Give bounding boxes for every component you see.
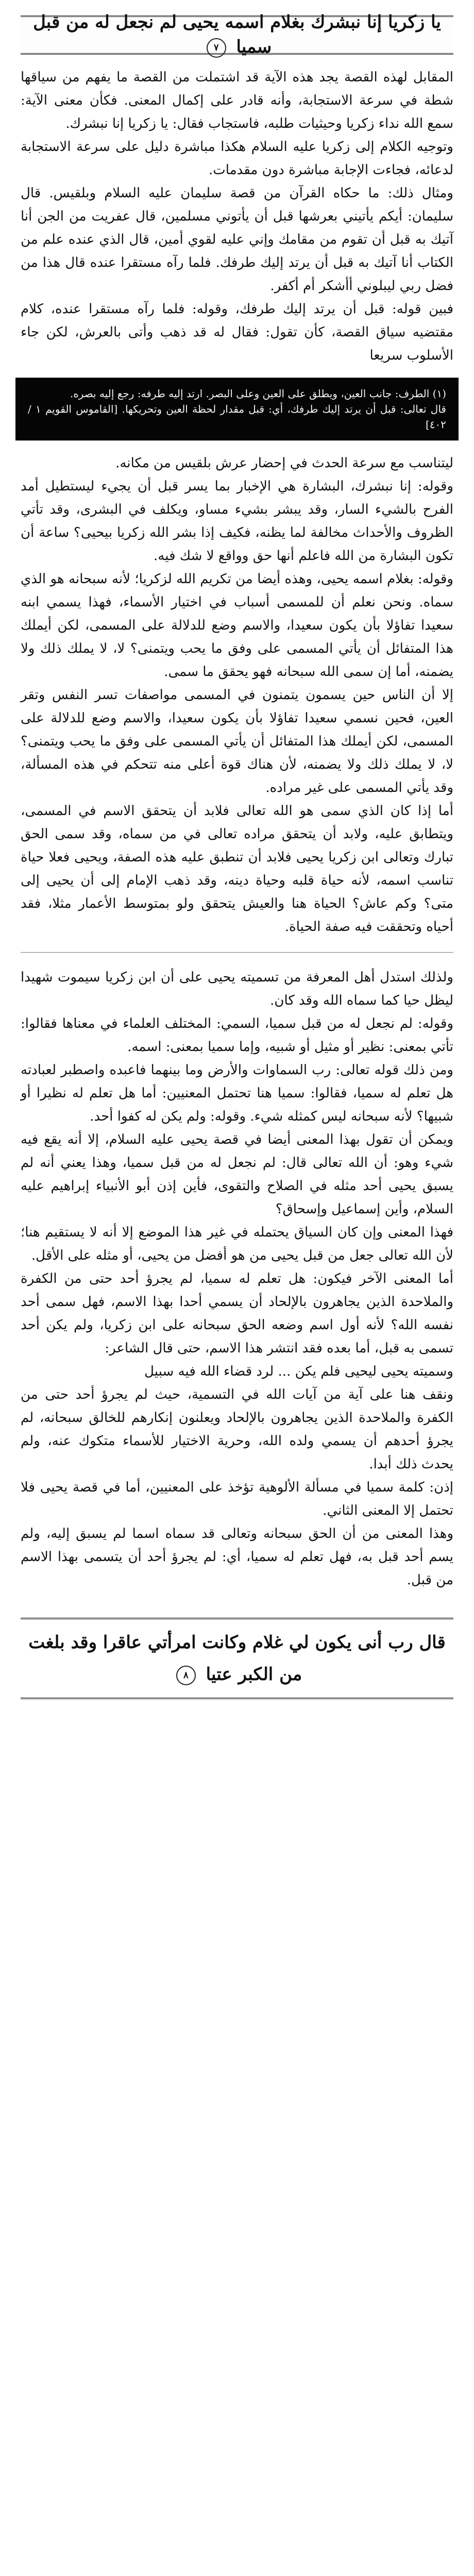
commentary-section-3 (0, 966, 474, 1592)
paragraph: ويمكن أن تقول بهذا المعنى أيضا في قصة يحيى عليه السلام، إلا أنه يقع فيه شيء وهو: أن الله تعالى قال: لم نجعل له من قبل سميا، وهذا يعني أنه لم يسبق يحيى أحد مثله في الصلاح والتقوى، فأين إذن أبو الأنبياء إبراهيم عليه السلام، وأين إسماعيل وإسحاق؟ (21, 1132, 453, 1217)
verse-number-badge: ٧ (207, 38, 226, 58)
paragraph: ومثال ذلك: ما حكاه القرآن من قصة سليمان عليه السلام وبلقيس. قال سليمان: أيكم يأتيني بعرشها قبل أن يأتوني مسلمين، قال عفريت من الجن أنا آتيك به قبل أن تقوم من مقامك وإني عليه لقوي أمين، قال الذي عنده علم من الكتاب أنا آتيك به قبل أن يرتد إليك طرفك. فلما رآه مستقرا عنده قال هذا من فضل ربي ليبلوني أأشكر أم أكفر. (21, 185, 453, 294)
paragraph: وقوله: إنا نبشرك، البشارة هي الإخبار بما يسر قبل أن يجيء ليستطيل أمد الفرح بالشيء السار، وقد يبشر بشيء مساو، ويكلف في البشرى، وقد تأتي الظروف والأحداث مخالفة لما يظنه، فكيف إذا بشر الله زكريا بيحيى؟ ساعة أن تكون البشارة من الله فاعلم أنها حق وواقع لا شك فيه. (21, 479, 454, 564)
verse-header-text (21, 10, 453, 59)
footnote-box (15, 378, 459, 440)
footnote-line: قال تعالى: قبل أن يرتد إليك طرفك، أي: قبل مقدار لحظة العين وتحريكها. [القاموس القويم ١ / ٤٠٢] (28, 403, 446, 431)
paragraph: أما المعنى الآخر فيكون: هل تعلم له سميا، لم يجرؤ أحد حتى من الكفرة والملاحدة الذين يجاهرون بالإلحاد أن يسمي أحدا بهذا الاسم، فهل سمى أحد نفسه الله؟ لأنه أول اسم وضعه الحق سبحانه على ابن زكريا، ولم يكن أحد تسمى به قبل، أما بعده فقد انتشر هذا الاسم، حتى قال الشاعر: (21, 1271, 453, 1356)
paragraph: فهذا المعنى وإن كان السياق يحتمله في غير هذا الموضع إلا أنه لا يستقيم هنا؛ لأن الله تعالى جعل من قبل يحيى من هو أفضل من يحيى، أو مثله على الأقل. (21, 1225, 453, 1263)
commentary-section-2 (0, 452, 474, 939)
paragraph: فبين قوله: قبل أن يرتد إليك طرفك، وقوله: فلما رآه مستقرا عنده، كلام مقتضيه سياق القصة، كأن تقول: فقال له قد ذهب وأتى بالعرش، لكن جاء الأسلوب سريعا (21, 301, 453, 363)
paragraph: وهذا المعنى من أن الحق سبحانه وتعالى قد سماه اسما لم يسبق إليه، ولم يسم أحد قبل به، فهل تعلم له سميا، أي: لم يجرؤ أحد أن يتسمى بهذا الاسم من قبل. (21, 1526, 453, 1588)
paragraph: ولذلك استدل أهل المعرفة من تسميته يحيى على أن ابن زكريا سيموت شهيدا ليظل حيا كما سماه الله وقد كان. (21, 970, 453, 1008)
paragraph: أما إذا كان الذي سمى هو الله تعالى فلابد أن يتحقق الاسم في المسمى، ويتطابق عليه، ولابد أن يتحقق مراده تعالى في من سماه، وقد سمى الحق تبارك وتعالى ابن زكريا يحيى فلابد أن تنطبق عليه هذه الصفة، ويحيى فعلا حياة تناسب اسمه، لأنه حياة قلبه وحياة دينه، وقد ذهب الإمام إلى أن يحيى إلى متى؟ وكم عاش؟ الحياة هنا والعيش يتحقق ولو بمتوسط الأعمار مثلا، فقد أحياه وتحققت فيه صفة الحياة. (21, 803, 453, 935)
footnote-line: (١) الطرف: جانب العين، ويطلق على العين وعلى البصر. ارتد إليه طرفه: رجع إليه بصره. (70, 387, 446, 400)
paragraph: وقوله: لم نجعل له من قبل سميا، السمي: المختلف العلماء في معناها فقالوا: تأتي بمعنى: نظير أو مثيل أو شبيه، وإما سميا بمعنى: اسمه. (21, 1016, 453, 1055)
commentary-section-1 (0, 66, 474, 367)
paragraph: ليتناسب مع سرعة الحدث في إحضار عرش بلقيس من مكانه. (115, 455, 453, 471)
paragraph: المقابل لهذه القصة يجد هذه الآية قد اشتملت من القصة ما يفهم من سياقها شطة في سرعة الاستجابة، وأنه قادر على إكمال المعنى. فكأن معنى الآية: سمع الله نداء زكريا وحيثيات طلبه، فاستجاب فقال: يا زكريا إنا نبشرك. (21, 70, 453, 131)
paragraph: وتوجيه الكلام إلى زكريا عليه السلام هكذا مباشرة دليل على سرعة الاستجابة لدعائه، فجاءت الإجابة مباشرة دون مقدمات. (21, 139, 453, 178)
next-verse-footer (21, 1618, 453, 1699)
footer-verse-number: ٨ (176, 1666, 196, 1685)
next-verse-text (21, 1626, 453, 1690)
paragraph: ونقف هنا على آية من آيات الله في التسمية، حيث لم يجرؤ أحد حتى من الكفرة والملاحدة الذين يجاهرون بالإلحاد ويعلنون إنكارهم للخالق سبحانه، لم يجرؤ أحدهم أن يسمي ولده الله، وحرية الاختيار للأسماء متكوك عنه، ولم يحدث ذلك أبدا. (21, 1387, 453, 1472)
section-divider (21, 952, 453, 953)
verse-header (21, 12, 453, 57)
verse-text: يا زكريا إنا نبشرك بغلام اسمه يحيى لم نجعل له من قبل سميا (33, 12, 441, 57)
paragraph: إذن: كلمة سميا في مسألة الألوهية تؤخذ على المعنيين، أما في قصة يحيى فلا تحتمل إلا المعنى الثاني. (21, 1480, 453, 1518)
document-page (0, 12, 474, 2576)
footer-verse: قال رب أنى يكون لي غلام وكانت امرأتي عاقرا وقد بلغت من الكبر عتيا (28, 1632, 446, 1685)
paragraph: ومن ذلك قوله تعالى: رب السماوات والأرض وما بينهما فاعبده واصطبر لعبادته هل تعلم له سميا، فقالوا: سميا هنا تحتمل المعنيين: أما هل تعلم له نظيرا أو شبيها؟ لأنه سبحانه ليس كمثله شيء. وقوله: ولم يكن له كفوا أحد. (21, 1062, 453, 1124)
poetry-line: وسميته يحيى ليحيى فلم يكن ... لرد قضاء الله فيه سبيل (144, 1364, 453, 1379)
paragraph: إلا أن الناس حين يسمون يتمنون في المسمى مواصفات تسر النفس وتقر العين، فحين نسمي سعيدا تفاؤلا بأن يكون سعيدا، والاسم وضع للدلالة على المسمى، لكن أيملك هذا المتفائل أن يأتي المسمى على وفق ما يحب ويتمنى؟ لا، لا يملك ذلك ولا يضمنه، لأن هناك قوة أعلى منه تتحكم في هذه المسألة، وقد يأتي المسمى على غير مراده. (21, 687, 453, 795)
paragraph: وقوله: بغلام اسمه يحيى، وهذه أيضا من تكريم الله لزكريا؛ لأنه سبحانه هو الذي سماه. ونحن نعلم أن للمسمى أسباب في اختيار الأسماء، فهذا يسمي ابنه سعيدا تفاؤلا بأن يكون سعيدا، والاسم وضع للدلالة على المسمى، لكن أيملك هذا المتفائل أن يأتي المسمى على وفق ما يحب ويتمنى؟ لا، لا يملك ذلك ولا يضمنه، أما إن سمى الله سبحانه فهو يحقق ما سمى. (21, 571, 453, 680)
